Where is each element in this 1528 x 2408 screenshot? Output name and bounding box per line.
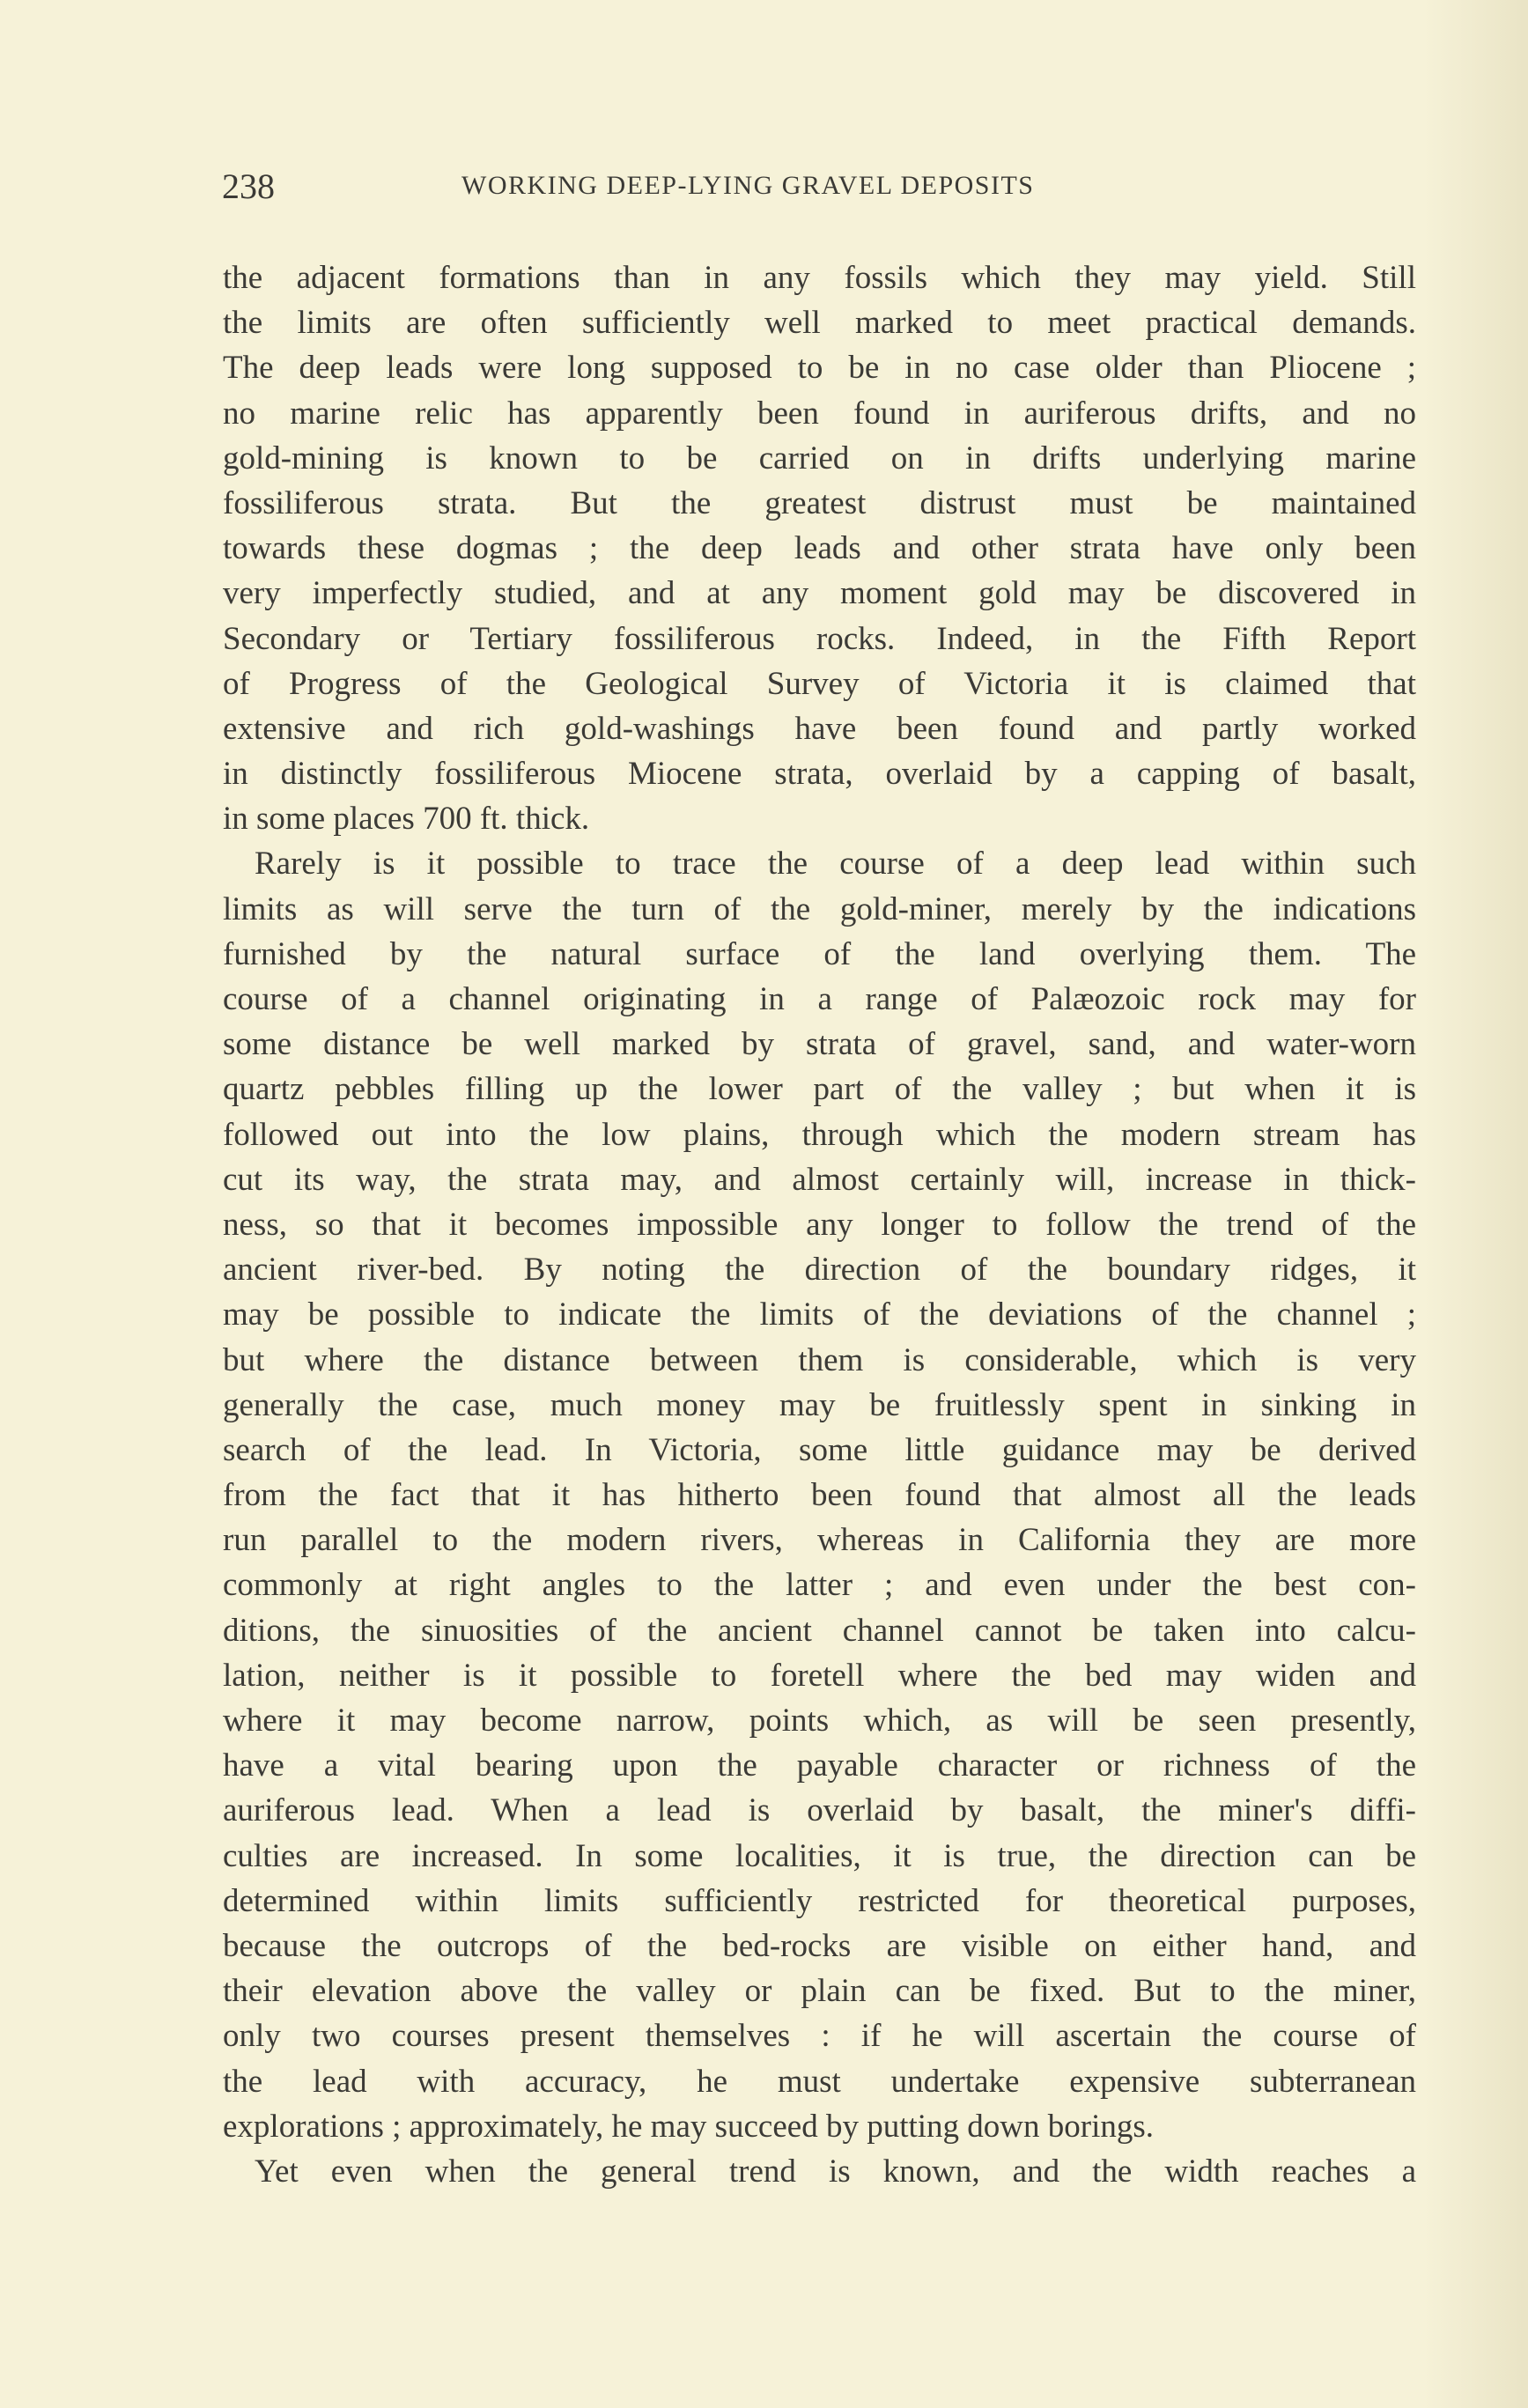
text-line: cut its way, the strata may, and almost certainly will, increase in thick-	[223, 1161, 1416, 1198]
text-line: only two courses present themselves : if he will ascertain the course of	[223, 2018, 1416, 2055]
text-line: in distinctly fossiliferous Miocene strata, overlaid by a capping of basalt,	[223, 756, 1416, 793]
text-line: in some places 700 ft. thick.	[223, 801, 590, 838]
text-line: quartz pebbles filling up the lower part of the valley ; but when it is	[223, 1071, 1416, 1108]
text-line: the limits are often sufficiently well marked to meet practical demands.	[223, 305, 1416, 342]
text-line: limits as will serve the turn of the gold-miner, merely by the indications	[223, 890, 1416, 927]
text-line: followed out into the low plains, through which the modern stream has	[223, 1116, 1416, 1153]
text-line: explorations ; approximately, he may succeed by putting down borings.	[223, 2108, 1155, 2145]
text-line: furnished by the natural surface of the land overlying them. The	[223, 935, 1416, 972]
text-line: because the outcrops of the bed-rocks are visible on either hand, and	[223, 1927, 1416, 1964]
text-line: ancient river-bed. By noting the direction of the boundary ridges, it	[223, 1252, 1416, 1289]
page-edge-shading	[1422, 0, 1528, 2408]
page-number: 238	[222, 166, 275, 206]
text-line: no marine relic has apparently been found in auriferous drifts, and no	[223, 395, 1416, 432]
text-line: their elevation above the valley or plain can be fixed. But to the miner,	[223, 1973, 1416, 2010]
text-line: fossiliferous strata. But the greatest distrust must be maintained	[223, 484, 1416, 521]
text-line: have a vital bearing upon the payable character or richness of the	[223, 1747, 1416, 1784]
text-line: search of the lead. In Victoria, some little guidance may be derived	[223, 1431, 1416, 1468]
text-line: Secondary or Tertiary fossiliferous rocks. Indeed, in the Fifth Report	[223, 620, 1416, 657]
text-line: towards these dogmas ; the deep leads and other strata have only been	[223, 530, 1416, 567]
text-line: but where the distance between them is considerable, which is very	[223, 1341, 1416, 1378]
text-line: determined within limits sufficiently restricted for theoretical purposes,	[223, 1882, 1416, 1919]
text-line: The deep leads were long supposed to be in no case older than Pliocene ;	[223, 350, 1416, 387]
text-line: the adjacent formations than in any fossils which they may yield. Still	[223, 260, 1416, 296]
text-line: where it may become narrow, points which, as will be seen presently,	[223, 1703, 1416, 1739]
text-line: course of a channel originating in a range of Palæozoic rock may for	[223, 981, 1416, 1017]
text-line: gold-mining is known to be carried on in drifts underlying marine	[223, 439, 1416, 476]
text-line: very imperfectly studied, and at any moment gold may be discovered in	[223, 575, 1416, 612]
text-line: the lead with accuracy, he must undertake expensive subterranean	[223, 2063, 1416, 2100]
text-line: culties are increased. In some localities, it is true, the direction can be	[223, 1837, 1416, 1874]
text-line: Yet even when the general trend is known, and the width reaches a	[255, 2153, 1416, 2190]
running-title: WORKING DEEP-LYING GRAVEL DEPOSITS	[461, 171, 1035, 200]
text-line: Rarely is it possible to trace the course of a deep lead within such	[255, 846, 1416, 883]
text-line: ditions, the sinuosities of the ancient channel cannot be taken into calcu-	[223, 1612, 1416, 1649]
page-header	[222, 166, 1416, 210]
text-line: may be possible to indicate the limits of the deviations of the channel ;	[223, 1296, 1416, 1333]
text-line: commonly at right angles to the latter ; and even under the best con-	[223, 1567, 1416, 1604]
text-line: ness, so that it becomes impossible any longer to follow the trend of the	[223, 1206, 1416, 1243]
text-line: from the fact that it has hitherto been found that almost all the leads	[223, 1477, 1416, 1514]
text-line: extensive and rich gold-washings have been found and partly worked	[223, 710, 1416, 747]
text-line: auriferous lead. When a lead is overlaid by basalt, the miner's diffi-	[223, 1792, 1416, 1829]
text-line: run parallel to the modern rivers, whereas in California they are more	[223, 1522, 1416, 1559]
body-text	[223, 255, 1416, 2194]
text-line: of Progress of the Geological Survey of Victoria it is claimed that	[223, 665, 1416, 702]
text-line: lation, neither is it possible to foretell where the bed may widen and	[223, 1657, 1416, 1694]
text-line: generally the case, much money may be fruitlessly spent in sinking in	[223, 1386, 1416, 1423]
text-line: some distance be well marked by strata of gravel, sand, and water-worn	[223, 1026, 1416, 1063]
